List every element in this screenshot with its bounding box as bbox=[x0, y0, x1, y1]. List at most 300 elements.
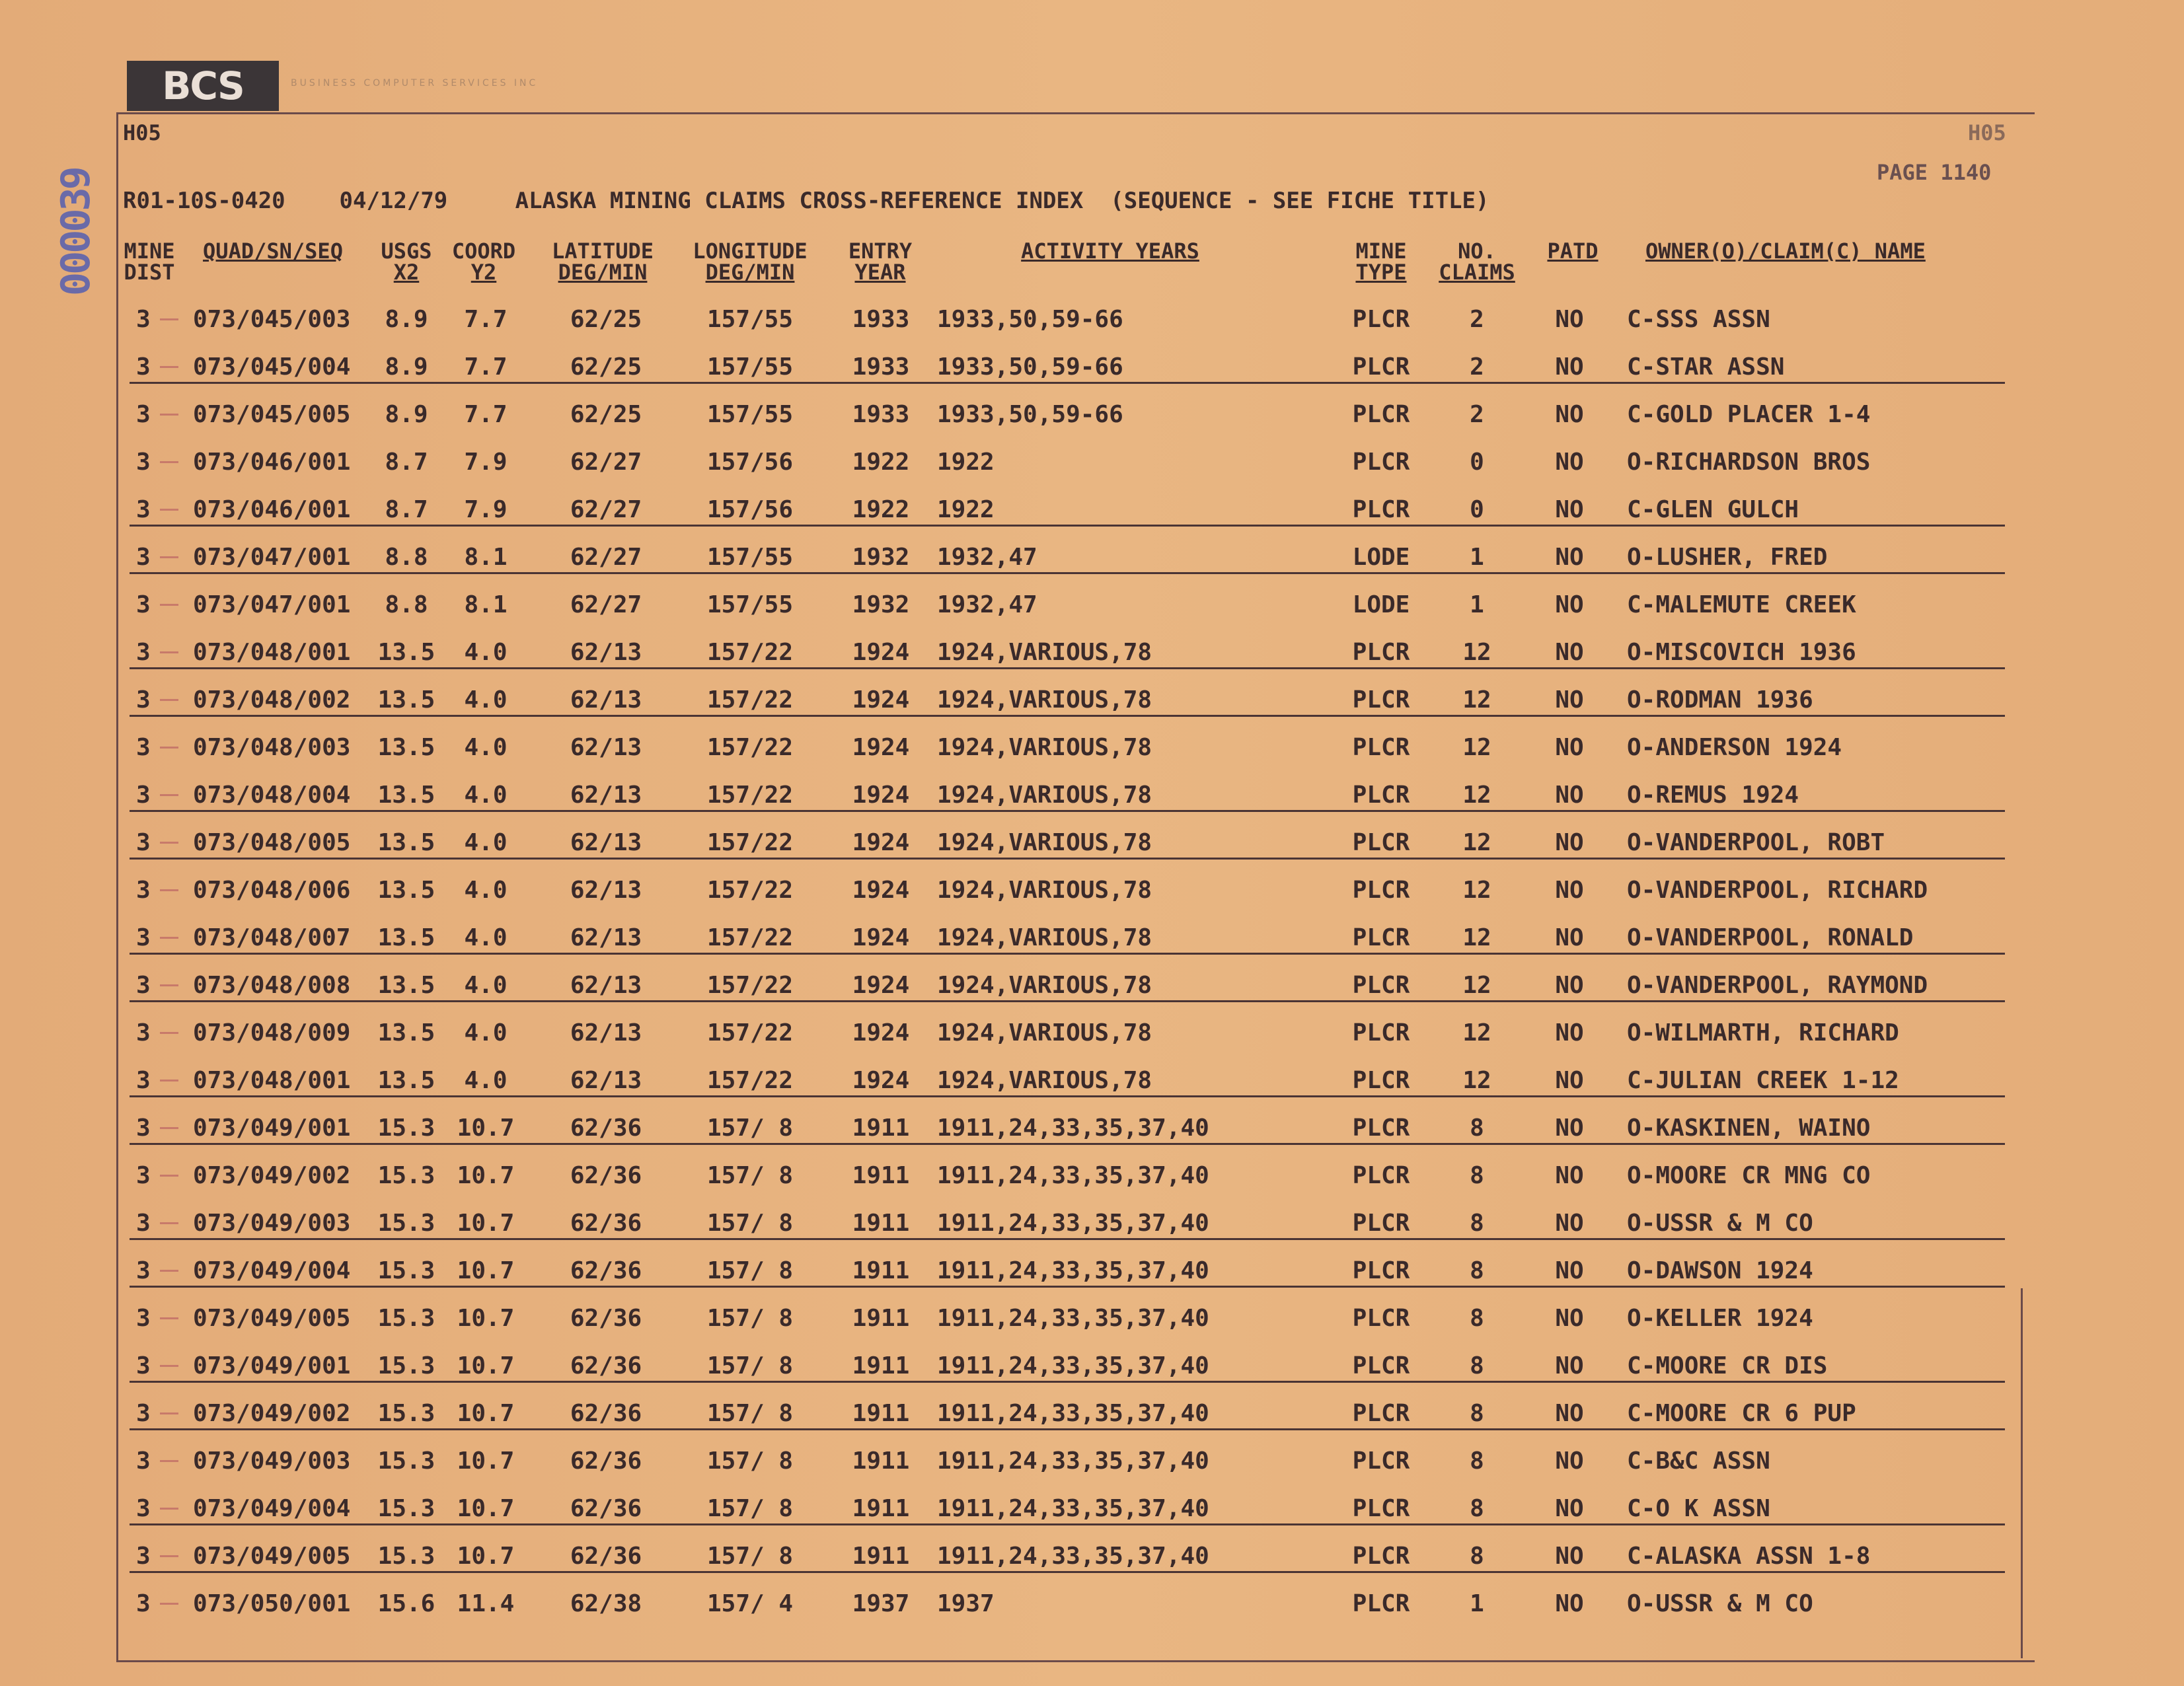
cell-quad-sn-seq: 073/049/001 bbox=[193, 1352, 351, 1379]
cell-patd: NO bbox=[1555, 1305, 1584, 1332]
cell-claims: 8 bbox=[1470, 1448, 1484, 1475]
cell-claims: 8 bbox=[1470, 1495, 1484, 1522]
cell-quad-sn-seq: 073/045/003 bbox=[193, 306, 351, 333]
cell-mine-type: PLCR bbox=[1352, 924, 1410, 951]
cell-claims: 8 bbox=[1470, 1400, 1484, 1427]
cell-activity-years: 1924,VARIOUS,78 bbox=[937, 1019, 1152, 1046]
cell-activity-years: 1911,24,33,35,37,40 bbox=[937, 1448, 1209, 1475]
cell-mine-dist: 3 bbox=[136, 449, 151, 476]
cell-patd: NO bbox=[1555, 639, 1584, 666]
cell-mine-dist: 3 bbox=[136, 1590, 151, 1617]
cell-quad-sn-seq: 073/050/001 bbox=[193, 1590, 351, 1617]
cell-longitude: 157/ 8 bbox=[706, 1352, 794, 1379]
cell-coord-y2: 4.0 bbox=[464, 877, 508, 904]
cell-activity-years: 1924,VARIOUS,78 bbox=[937, 686, 1152, 714]
cell-activity-years: 1924,VARIOUS,78 bbox=[937, 877, 1152, 904]
cell-mine-type: PLCR bbox=[1352, 639, 1410, 666]
cell-quad-sn-seq: 073/049/004 bbox=[193, 1257, 351, 1284]
cell-longitude: 157/22 bbox=[706, 924, 794, 951]
cell-claims: 8 bbox=[1470, 1115, 1484, 1142]
cell-latitude: 62/13 bbox=[570, 639, 642, 666]
col-header-owner-claim: OWNER(O)/CLAIM(C) NAME bbox=[1645, 238, 1926, 264]
table-row bbox=[0, 867, 2184, 914]
cell-quad-sn-seq: 073/048/007 bbox=[193, 924, 351, 951]
table-row bbox=[0, 1200, 2184, 1247]
cell-latitude: 62/36 bbox=[570, 1448, 642, 1475]
table-row bbox=[0, 1057, 2184, 1105]
col-header-quad: QUAD/SN/SEQ bbox=[203, 238, 343, 264]
table-row bbox=[0, 1342, 2184, 1390]
cell-longitude: 157/ 8 bbox=[706, 1210, 794, 1237]
table-row bbox=[0, 534, 2184, 581]
cell-mine-dist: 3 bbox=[136, 1352, 151, 1379]
cell-entry-year: 1924 bbox=[852, 734, 910, 761]
cell-entry-year: 1933 bbox=[852, 306, 910, 333]
cell-coord-y2: 8.1 bbox=[464, 544, 508, 571]
cell-owner-claim: O-WILMARTH, RICHARD bbox=[1627, 1019, 1899, 1046]
cell-latitude: 62/13 bbox=[570, 877, 642, 904]
cell-mine-type: PLCR bbox=[1352, 1543, 1410, 1570]
cell-latitude: 62/25 bbox=[570, 306, 642, 333]
cell-mine-dist: 3 bbox=[136, 1019, 151, 1046]
cell-mine-dist: 3 bbox=[136, 353, 151, 381]
cell-quad-sn-seq: 073/049/005 bbox=[193, 1543, 351, 1570]
cell-activity-years: 1933,50,59-66 bbox=[937, 353, 1123, 381]
cell-mine-dist: 3 bbox=[136, 1257, 151, 1284]
cell-latitude: 62/27 bbox=[570, 496, 642, 523]
row-mark bbox=[160, 842, 178, 844]
cell-latitude: 62/27 bbox=[570, 544, 642, 571]
cell-activity-years: 1937 bbox=[937, 1590, 995, 1617]
row-mark bbox=[160, 318, 178, 320]
cell-mine-type: PLCR bbox=[1352, 1590, 1410, 1617]
cell-longitude: 157/ 8 bbox=[706, 1115, 794, 1142]
cell-mine-type: PLCR bbox=[1352, 734, 1410, 761]
cell-latitude: 62/13 bbox=[570, 1019, 642, 1046]
cell-entry-year: 1924 bbox=[852, 924, 910, 951]
cell-patd: NO bbox=[1555, 1257, 1584, 1284]
cell-mine-type: PLCR bbox=[1352, 972, 1410, 999]
cell-usgs-x2: 13.5 bbox=[377, 734, 435, 761]
cell-quad-sn-seq: 073/049/002 bbox=[193, 1162, 351, 1189]
cell-claims: 12 bbox=[1462, 1019, 1491, 1046]
cell-longitude: 157/ 8 bbox=[706, 1305, 794, 1332]
cell-quad-sn-seq: 073/049/004 bbox=[193, 1495, 351, 1522]
cell-mine-dist: 3 bbox=[136, 544, 151, 571]
cell-activity-years: 1933,50,59-66 bbox=[937, 306, 1123, 333]
cell-mine-type: PLCR bbox=[1352, 1019, 1410, 1046]
cell-usgs-x2: 13.5 bbox=[377, 686, 435, 714]
cell-owner-claim: C-MOORE CR DIS bbox=[1627, 1352, 1828, 1379]
cell-latitude: 62/25 bbox=[570, 401, 642, 428]
bcs-logo: BCS bbox=[127, 61, 279, 111]
cell-owner-claim: O-REMUS 1924 bbox=[1627, 782, 1799, 809]
cell-activity-years: 1924,VARIOUS,78 bbox=[937, 782, 1152, 809]
cell-claims: 12 bbox=[1462, 877, 1491, 904]
cell-quad-sn-seq: 073/047/001 bbox=[193, 544, 351, 571]
cell-mine-type: PLCR bbox=[1352, 1162, 1410, 1189]
cell-quad-sn-seq: 073/048/003 bbox=[193, 734, 351, 761]
cell-activity-years: 1911,24,33,35,37,40 bbox=[937, 1352, 1209, 1379]
cell-claims: 12 bbox=[1462, 734, 1491, 761]
cell-usgs-x2: 13.5 bbox=[377, 782, 435, 809]
cell-owner-claim: O-RICHARDSON BROS bbox=[1627, 449, 1871, 476]
cell-activity-years: 1911,24,33,35,37,40 bbox=[937, 1210, 1209, 1237]
cell-coord-y2: 10.7 bbox=[457, 1352, 515, 1379]
cell-usgs-x2: 15.3 bbox=[377, 1352, 435, 1379]
cell-mine-type: PLCR bbox=[1352, 829, 1410, 856]
cell-longitude: 157/22 bbox=[706, 639, 794, 666]
cell-mine-type: PLCR bbox=[1352, 496, 1410, 523]
cell-entry-year: 1911 bbox=[852, 1400, 910, 1427]
fiche-id-right: H05 bbox=[1968, 120, 2006, 145]
cell-coord-y2: 4.0 bbox=[464, 782, 508, 809]
row-rule bbox=[130, 1095, 2005, 1097]
cell-patd: NO bbox=[1555, 1162, 1584, 1189]
row-mark bbox=[160, 1080, 178, 1081]
cell-coord-y2: 10.7 bbox=[457, 1495, 515, 1522]
cell-mine-type: PLCR bbox=[1352, 306, 1410, 333]
cell-mine-type: PLCR bbox=[1352, 1067, 1410, 1094]
cell-longitude: 157/55 bbox=[706, 591, 794, 618]
cell-usgs-x2: 13.5 bbox=[377, 924, 435, 951]
cell-mine-type: PLCR bbox=[1352, 877, 1410, 904]
cell-mine-type: PLCR bbox=[1352, 1210, 1410, 1237]
cell-usgs-x2: 15.3 bbox=[377, 1162, 435, 1189]
row-rule bbox=[130, 858, 2005, 860]
cell-mine-type: PLCR bbox=[1352, 1352, 1410, 1379]
cell-entry-year: 1924 bbox=[852, 877, 910, 904]
col-header-latitude: LATITUDE DEG/MIN bbox=[551, 238, 654, 285]
cell-coord-y2: 4.0 bbox=[464, 972, 508, 999]
cell-quad-sn-seq: 073/048/001 bbox=[193, 639, 351, 666]
cell-patd: NO bbox=[1555, 1115, 1584, 1142]
col-header-usgs: USGS X2 bbox=[381, 238, 432, 285]
cell-mine-dist: 3 bbox=[136, 306, 151, 333]
table-row bbox=[0, 486, 2184, 534]
row-mark bbox=[160, 1365, 178, 1367]
row-mark bbox=[160, 414, 178, 416]
col-header-longitude: LONGITUDE DEG/MIN bbox=[693, 238, 808, 285]
cell-entry-year: 1924 bbox=[852, 1019, 910, 1046]
cell-patd: NO bbox=[1555, 1495, 1584, 1522]
cell-entry-year: 1911 bbox=[852, 1352, 910, 1379]
cell-patd: NO bbox=[1555, 877, 1584, 904]
row-mark bbox=[160, 747, 178, 749]
cell-owner-claim: O-LUSHER, FRED bbox=[1627, 544, 1828, 571]
cell-usgs-x2: 13.5 bbox=[377, 639, 435, 666]
row-mark bbox=[160, 1603, 178, 1605]
cell-coord-y2: 4.0 bbox=[464, 924, 508, 951]
cell-usgs-x2: 15.3 bbox=[377, 1210, 435, 1237]
cell-longitude: 157/55 bbox=[706, 401, 794, 428]
cell-owner-claim: C-MOORE CR 6 PUP bbox=[1627, 1400, 1856, 1427]
row-mark bbox=[160, 604, 178, 606]
cell-claims: 12 bbox=[1462, 782, 1491, 809]
cell-latitude: 62/36 bbox=[570, 1210, 642, 1237]
cell-coord-y2: 10.7 bbox=[457, 1257, 515, 1284]
table-row bbox=[0, 344, 2184, 391]
col-header-entry-year: ENTRY YEAR bbox=[848, 238, 913, 285]
cell-mine-type: PLCR bbox=[1352, 686, 1410, 714]
cell-longitude: 157/22 bbox=[706, 686, 794, 714]
table-row bbox=[0, 1390, 2184, 1438]
row-mark bbox=[160, 556, 178, 558]
table-row bbox=[0, 724, 2184, 772]
cell-longitude: 157/ 4 bbox=[706, 1590, 794, 1617]
cell-entry-year: 1924 bbox=[852, 686, 910, 714]
cell-quad-sn-seq: 073/048/001 bbox=[193, 1067, 351, 1094]
cell-longitude: 157/55 bbox=[706, 353, 794, 381]
col-header-mine-type: MINE TYPE bbox=[1355, 238, 1407, 285]
cell-coord-y2: 4.0 bbox=[464, 734, 508, 761]
cell-coord-y2: 10.7 bbox=[457, 1400, 515, 1427]
cell-owner-claim: C-SSS ASSN bbox=[1627, 306, 1770, 333]
row-rule bbox=[130, 715, 2005, 717]
cell-entry-year: 1933 bbox=[852, 353, 910, 381]
cell-patd: NO bbox=[1555, 1543, 1584, 1570]
table-row bbox=[0, 677, 2184, 724]
cell-claims: 12 bbox=[1462, 829, 1491, 856]
cell-longitude: 157/22 bbox=[706, 782, 794, 809]
cell-owner-claim: O-VANDERPOOL, RICHARD bbox=[1627, 877, 1928, 904]
cell-mine-dist: 3 bbox=[136, 924, 151, 951]
cell-usgs-x2: 8.9 bbox=[385, 306, 428, 333]
cell-quad-sn-seq: 073/048/009 bbox=[193, 1019, 351, 1046]
cell-quad-sn-seq: 073/049/003 bbox=[193, 1210, 351, 1237]
fiche-id-left: H05 bbox=[123, 120, 161, 145]
cell-latitude: 62/13 bbox=[570, 829, 642, 856]
page-number: PAGE 1140 bbox=[1877, 160, 1992, 185]
cell-latitude: 62/38 bbox=[570, 1590, 642, 1617]
report-header: R01-10S-0420 04/12/79 ALASKA MINING CLAIMS CROSS-REFERENCE INDEX (SEQUENCE - SEE FICHE TITLE) bbox=[123, 188, 1489, 214]
cell-activity-years: 1911,24,33,35,37,40 bbox=[937, 1495, 1209, 1522]
row-mark bbox=[160, 461, 178, 463]
cell-mine-type: PLCR bbox=[1352, 449, 1410, 476]
cell-owner-claim: O-VANDERPOOL, ROBT bbox=[1627, 829, 1885, 856]
cell-owner-claim: C-MALEMUTE CREEK bbox=[1627, 591, 1856, 618]
cell-patd: NO bbox=[1555, 782, 1584, 809]
cell-usgs-x2: 13.5 bbox=[377, 829, 435, 856]
row-rule bbox=[130, 525, 2005, 527]
cell-longitude: 157/ 8 bbox=[706, 1448, 794, 1475]
cell-entry-year: 1911 bbox=[852, 1448, 910, 1475]
cell-longitude: 157/ 8 bbox=[706, 1400, 794, 1427]
table-row bbox=[0, 914, 2184, 962]
cell-entry-year: 1911 bbox=[852, 1115, 910, 1142]
cell-coord-y2: 4.0 bbox=[464, 639, 508, 666]
cell-usgs-x2: 8.7 bbox=[385, 449, 428, 476]
cell-owner-claim: O-VANDERPOOL, RONALD bbox=[1627, 924, 1914, 951]
col-header-mine-dist: MINE DIST bbox=[124, 238, 175, 285]
cell-mine-dist: 3 bbox=[136, 1495, 151, 1522]
cell-activity-years: 1911,24,33,35,37,40 bbox=[937, 1400, 1209, 1427]
cell-mine-type: PLCR bbox=[1352, 1400, 1410, 1427]
cell-patd: NO bbox=[1555, 1590, 1584, 1617]
col-header-coord: COORD Y2 bbox=[451, 238, 516, 285]
row-mark bbox=[160, 366, 178, 368]
cell-activity-years: 1924,VARIOUS,78 bbox=[937, 972, 1152, 999]
cell-entry-year: 1911 bbox=[852, 1257, 910, 1284]
cell-longitude: 157/55 bbox=[706, 544, 794, 571]
cell-patd: NO bbox=[1555, 544, 1584, 571]
cell-entry-year: 1911 bbox=[852, 1162, 910, 1189]
cell-mine-dist: 3 bbox=[136, 1162, 151, 1189]
cell-quad-sn-seq: 073/045/005 bbox=[193, 401, 351, 428]
row-rule bbox=[130, 953, 2005, 955]
cell-mine-dist: 3 bbox=[136, 829, 151, 856]
cell-coord-y2: 4.0 bbox=[464, 686, 508, 714]
cell-patd: NO bbox=[1555, 1067, 1584, 1094]
cell-activity-years: 1924,VARIOUS,78 bbox=[937, 1067, 1152, 1094]
row-mark bbox=[160, 1508, 178, 1510]
cell-quad-sn-seq: 073/046/001 bbox=[193, 496, 351, 523]
cell-mine-type: PLCR bbox=[1352, 353, 1410, 381]
cell-entry-year: 1933 bbox=[852, 401, 910, 428]
cell-usgs-x2: 15.3 bbox=[377, 1400, 435, 1427]
cell-mine-type: PLCR bbox=[1352, 1257, 1410, 1284]
table-row bbox=[0, 296, 2184, 344]
cell-entry-year: 1932 bbox=[852, 544, 910, 571]
cell-claims: 12 bbox=[1462, 639, 1491, 666]
cell-mine-dist: 3 bbox=[136, 782, 151, 809]
cell-mine-type: PLCR bbox=[1352, 782, 1410, 809]
cell-usgs-x2: 15.3 bbox=[377, 1448, 435, 1475]
cell-mine-dist: 3 bbox=[136, 1448, 151, 1475]
table-row bbox=[0, 1485, 2184, 1533]
cell-usgs-x2: 8.8 bbox=[385, 591, 428, 618]
cell-patd: NO bbox=[1555, 686, 1584, 714]
table-row bbox=[0, 439, 2184, 486]
row-mark bbox=[160, 1460, 178, 1462]
cell-quad-sn-seq: 073/048/008 bbox=[193, 972, 351, 999]
cell-claims: 2 bbox=[1470, 401, 1484, 428]
row-mark bbox=[160, 1555, 178, 1557]
cell-quad-sn-seq: 073/048/004 bbox=[193, 782, 351, 809]
cell-usgs-x2: 13.5 bbox=[377, 972, 435, 999]
cell-usgs-x2: 15.3 bbox=[377, 1257, 435, 1284]
cell-entry-year: 1924 bbox=[852, 1067, 910, 1094]
cell-entry-year: 1911 bbox=[852, 1495, 910, 1522]
col-header-claims: NO. CLAIMS bbox=[1439, 238, 1515, 285]
cell-claims: 8 bbox=[1470, 1162, 1484, 1189]
cell-owner-claim: C-GLEN GULCH bbox=[1627, 496, 1799, 523]
cell-latitude: 62/27 bbox=[570, 449, 642, 476]
cell-entry-year: 1924 bbox=[852, 639, 910, 666]
table-row bbox=[0, 1105, 2184, 1152]
cell-coord-y2: 7.7 bbox=[464, 306, 508, 333]
cell-owner-claim: C-B&C ASSN bbox=[1627, 1448, 1770, 1475]
row-mark bbox=[160, 937, 178, 939]
cell-mine-dist: 3 bbox=[136, 877, 151, 904]
cell-patd: NO bbox=[1555, 1019, 1584, 1046]
row-rule bbox=[130, 667, 2005, 669]
cell-quad-sn-seq: 073/049/002 bbox=[193, 1400, 351, 1427]
cell-claims: 2 bbox=[1470, 306, 1484, 333]
cell-mine-dist: 3 bbox=[136, 686, 151, 714]
cell-coord-y2: 10.7 bbox=[457, 1162, 515, 1189]
cell-latitude: 62/13 bbox=[570, 924, 642, 951]
cell-claims: 12 bbox=[1462, 972, 1491, 999]
cell-longitude: 157/56 bbox=[706, 496, 794, 523]
cell-mine-dist: 3 bbox=[136, 1543, 151, 1570]
cell-claims: 0 bbox=[1470, 496, 1484, 523]
cell-usgs-x2: 13.5 bbox=[377, 877, 435, 904]
cell-entry-year: 1911 bbox=[852, 1305, 910, 1332]
cell-latitude: 62/13 bbox=[570, 1067, 642, 1094]
cell-mine-dist: 3 bbox=[136, 591, 151, 618]
cell-latitude: 62/13 bbox=[570, 972, 642, 999]
cell-mine-type: PLCR bbox=[1352, 1495, 1410, 1522]
cell-longitude: 157/22 bbox=[706, 972, 794, 999]
cell-mine-type: PLCR bbox=[1352, 1115, 1410, 1142]
table-row bbox=[0, 1580, 2184, 1628]
cell-longitude: 157/ 8 bbox=[706, 1257, 794, 1284]
cell-claims: 12 bbox=[1462, 686, 1491, 714]
cell-patd: NO bbox=[1555, 353, 1584, 381]
row-mark bbox=[160, 509, 178, 511]
cell-owner-claim: O-RODMAN 1936 bbox=[1627, 686, 1813, 714]
cell-usgs-x2: 15.3 bbox=[377, 1305, 435, 1332]
cell-coord-y2: 7.9 bbox=[464, 496, 508, 523]
table-row bbox=[0, 1009, 2184, 1057]
cell-patd: NO bbox=[1555, 496, 1584, 523]
cell-mine-dist: 3 bbox=[136, 1305, 151, 1332]
cell-entry-year: 1924 bbox=[852, 782, 910, 809]
cell-latitude: 62/13 bbox=[570, 686, 642, 714]
cell-mine-type: LODE bbox=[1352, 591, 1410, 618]
table-row bbox=[0, 581, 2184, 629]
cell-entry-year: 1937 bbox=[852, 1590, 910, 1617]
cell-coord-y2: 10.7 bbox=[457, 1448, 515, 1475]
table-row bbox=[0, 1438, 2184, 1485]
row-rule bbox=[130, 1286, 2005, 1288]
cell-owner-claim: O-USSR & M CO bbox=[1627, 1210, 1813, 1237]
cell-latitude: 62/36 bbox=[570, 1495, 642, 1522]
cell-claims: 8 bbox=[1470, 1305, 1484, 1332]
cell-patd: NO bbox=[1555, 1210, 1584, 1237]
cell-longitude: 157/ 8 bbox=[706, 1495, 794, 1522]
cell-usgs-x2: 15.3 bbox=[377, 1543, 435, 1570]
cell-patd: NO bbox=[1555, 306, 1584, 333]
cell-entry-year: 1924 bbox=[852, 972, 910, 999]
table-row bbox=[0, 391, 2184, 439]
cell-longitude: 157/56 bbox=[706, 449, 794, 476]
cell-owner-claim: O-MISCOVICH 1936 bbox=[1627, 639, 1856, 666]
cell-coord-y2: 7.7 bbox=[464, 401, 508, 428]
cell-owner-claim: O-MOORE CR MNG CO bbox=[1627, 1162, 1871, 1189]
cell-activity-years: 1932,47 bbox=[937, 591, 1037, 618]
cell-owner-claim: C-O K ASSN bbox=[1627, 1495, 1770, 1522]
row-mark bbox=[160, 1317, 178, 1319]
cell-patd: NO bbox=[1555, 1448, 1584, 1475]
row-mark bbox=[160, 1175, 178, 1177]
cell-owner-claim: O-VANDERPOOL, RAYMOND bbox=[1627, 972, 1928, 999]
cell-quad-sn-seq: 073/047/001 bbox=[193, 591, 351, 618]
cell-longitude: 157/ 8 bbox=[706, 1543, 794, 1570]
cell-patd: NO bbox=[1555, 924, 1584, 951]
cell-coord-y2: 4.0 bbox=[464, 1019, 508, 1046]
cell-mine-dist: 3 bbox=[136, 496, 151, 523]
cell-coord-y2: 10.7 bbox=[457, 1115, 515, 1142]
cell-claims: 12 bbox=[1462, 1067, 1491, 1094]
row-mark bbox=[160, 699, 178, 701]
cell-quad-sn-seq: 073/046/001 bbox=[193, 449, 351, 476]
cell-mine-type: PLCR bbox=[1352, 1305, 1410, 1332]
cell-claims: 1 bbox=[1470, 544, 1484, 571]
cell-activity-years: 1911,24,33,35,37,40 bbox=[937, 1305, 1209, 1332]
cell-claims: 8 bbox=[1470, 1210, 1484, 1237]
